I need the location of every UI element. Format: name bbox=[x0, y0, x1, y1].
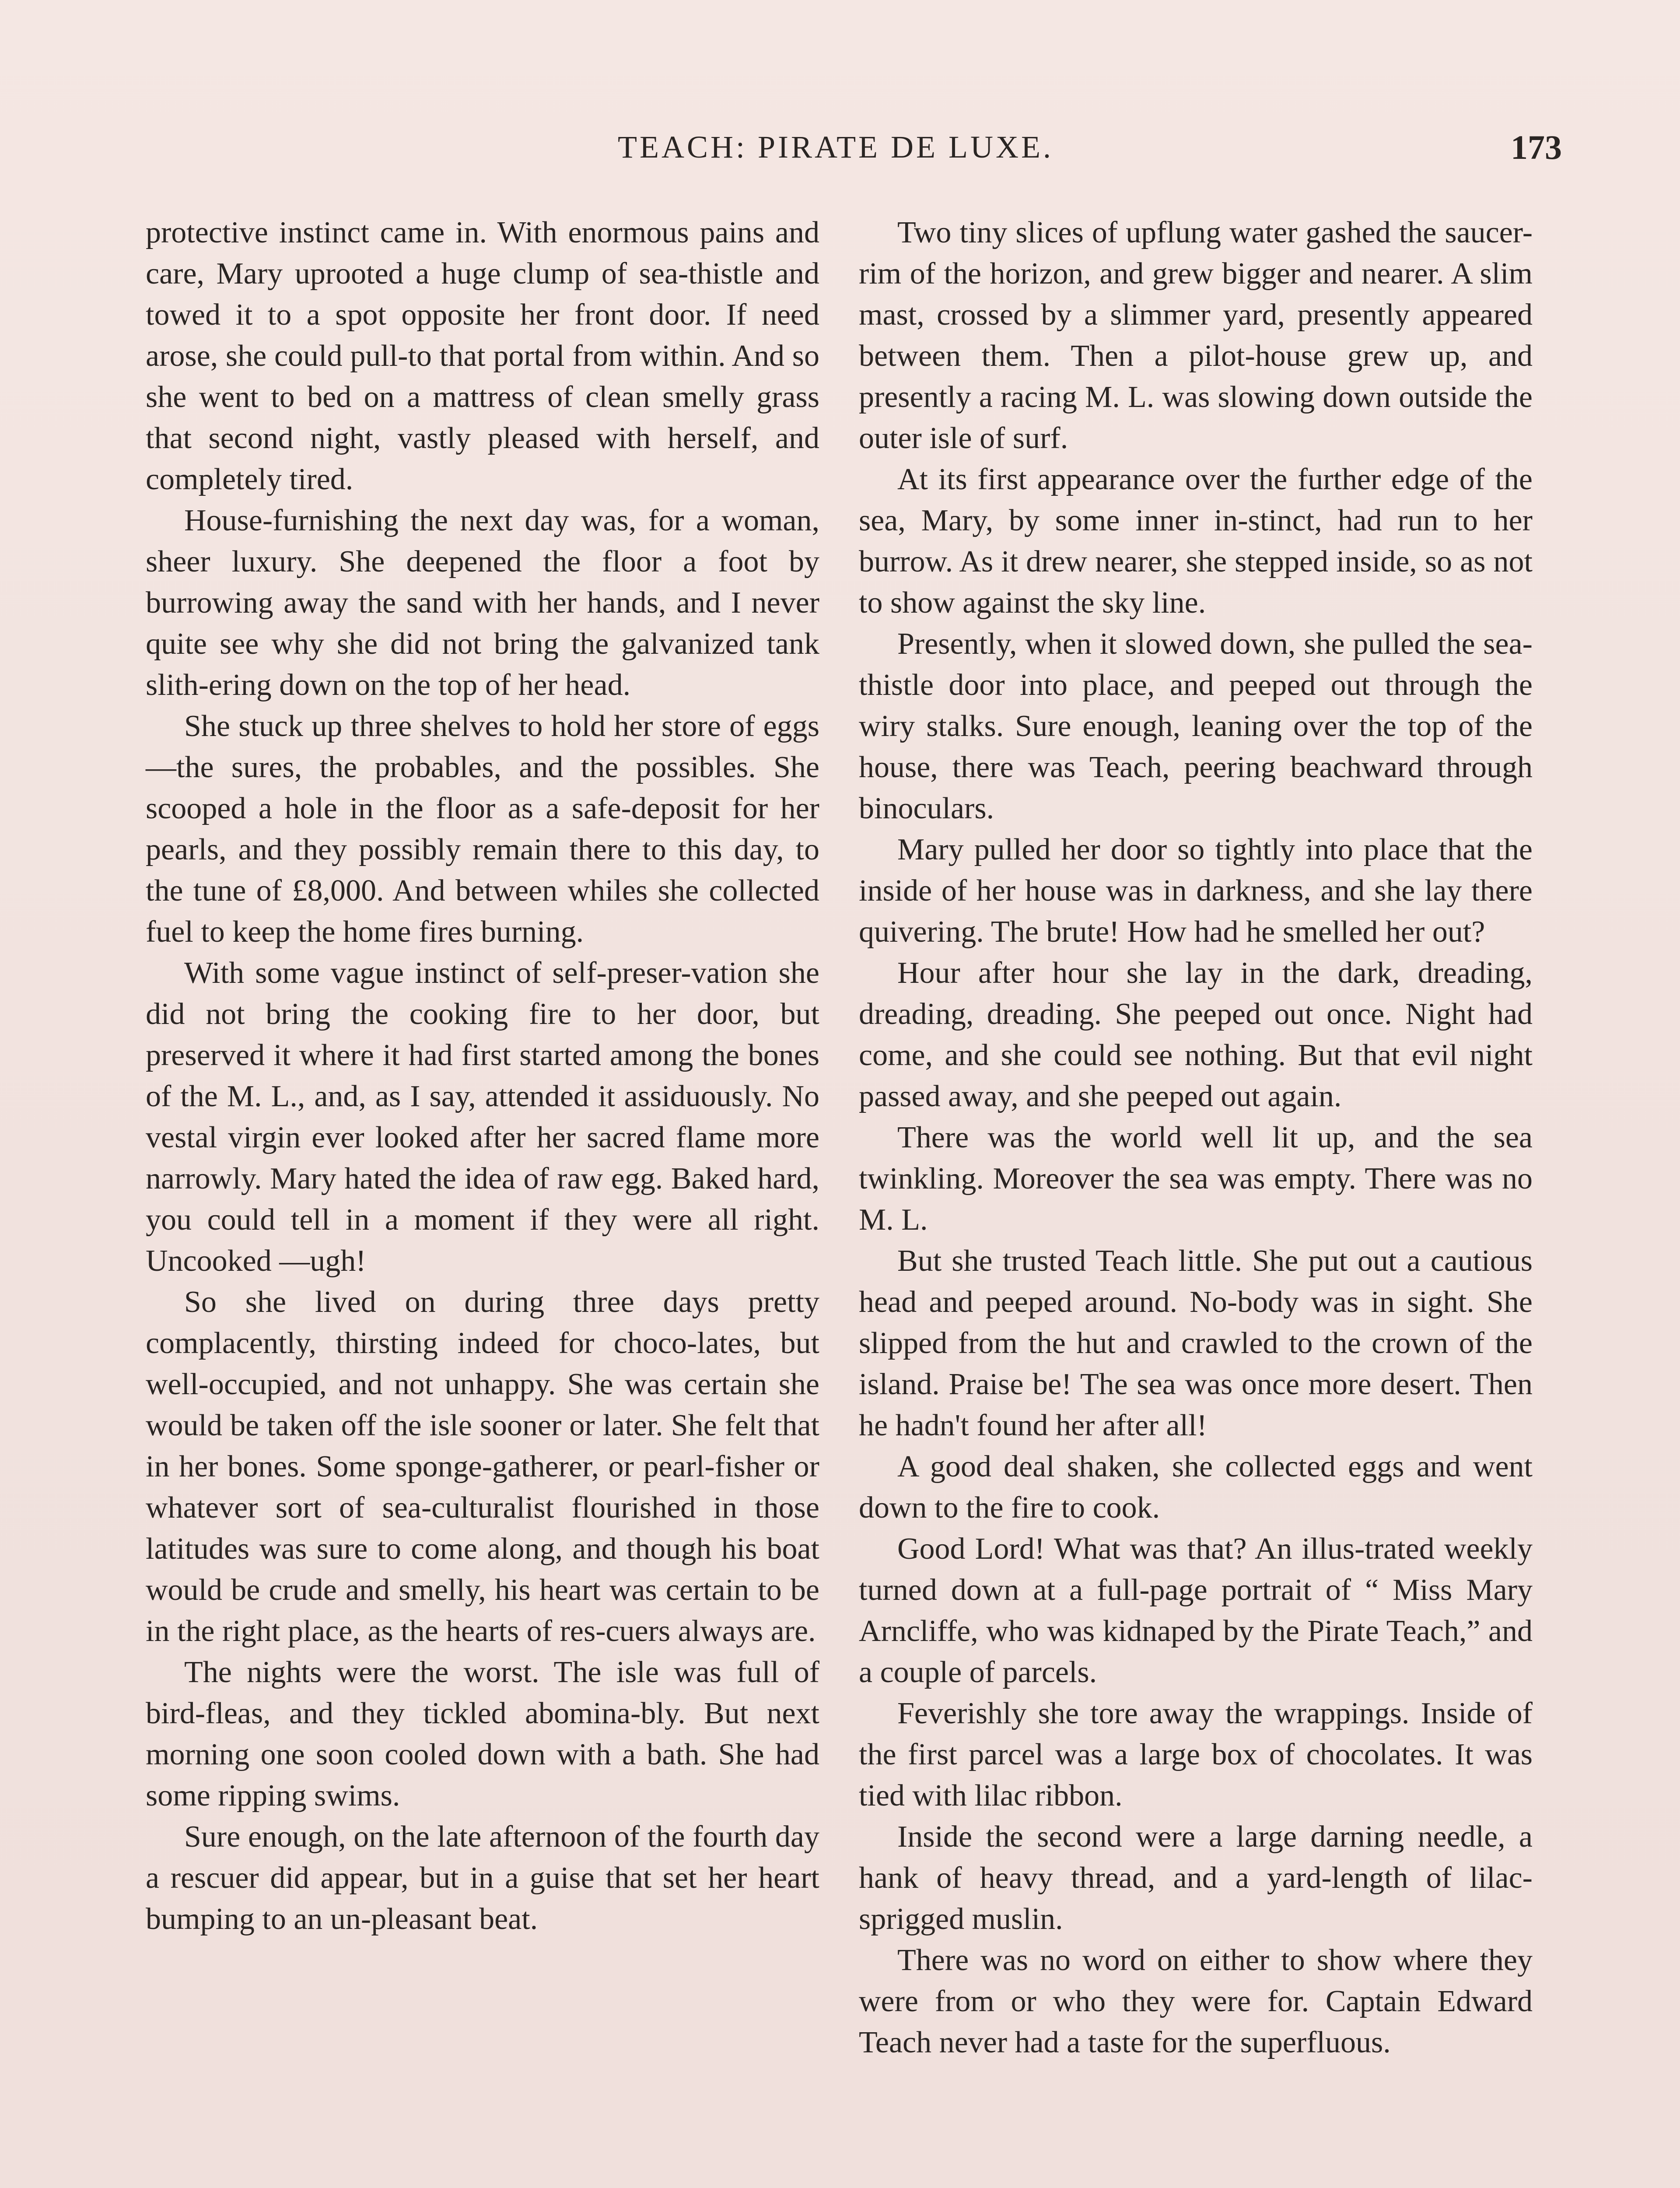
running-head: TEACH: PIRATE DE LUXE. bbox=[618, 130, 1054, 165]
paragraph: She stuck up three shelves to hold her store of eggs—the sures, the probables, and the possibles. She scooped a hole in the floor as a safe-deposit for her pearls, and they possibly remain there to this day, to the tune of £8,000. And between whiles she collected fuel to keep the home fires burning. bbox=[146, 709, 819, 949]
paragraph: protective instinct came in. With enormous pains and care, Mary uprooted a huge clump of sea-thistle and towed it to a spot opposite her front door. If need arose, she could pull-to that portal from within. And so she went to bed on a mattress of clean smelly grass that second night, vastly pleased with herself, and completely tired. bbox=[146, 216, 819, 496]
paragraph: Hour after hour she lay in the dark, dreading, dreading, dreading. She peeped out once. Night had come, and she could see nothing. But that evil night passed away, and she peeped out again. bbox=[859, 956, 1533, 1113]
page-number: 173 bbox=[1511, 128, 1562, 166]
paragraph: There was the world well lit up, and the sea twinkling. Moreover the sea was empty. There was no M. L. bbox=[859, 1121, 1533, 1237]
paragraph: So she lived on during three days pretty complacently, thirsting indeed for choco-lates, but well-occupied, and not unhappy. She was certain she would be taken off the isle sooner or later. She felt that in her bones. Some sponge-gatherer, or pearl-fisher or whatever sort of sea-culturalist flourished in those latitudes was sure to come along, and though his boat would be crude and smelly, his heart was certain to be in the right place, as the hearts of res-cuers always are. bbox=[146, 1285, 819, 1648]
paragraph: Presently, when it slowed down, she pulled the sea-thistle door into place, and peeped out through the wiry stalks. Sure enough, leaning over the top of the house, there was Teach, peering beachward through binoculars. bbox=[859, 627, 1533, 825]
paragraph: A good deal shaken, she collected eggs and went down to the fire to cook. bbox=[859, 1450, 1533, 1525]
paragraph: Good Lord! What was that? An illus-trated weekly turned down at a full-page portrait of “ Miss Mary Arncliffe, who was kidnaped by the Pirate Teach,” and a couple of parcels. bbox=[859, 1532, 1533, 1689]
paragraph: Mary pulled her door so tightly into place that the inside of her house was in darkness, and she lay there quivering. The brute! How had he smelled her out? bbox=[859, 833, 1533, 949]
paragraph: At its first appearance over the further edge of the sea, Mary, by some inner in-stinct, had run to her burrow. As it drew nearer, she stepped inside, so as not to show against the sky line. bbox=[859, 463, 1533, 620]
paragraph: House-furnishing the next day was, for a woman, sheer luxury. She deepened the floor a foot by burrowing away the sand with her hands, and I never quite see why she did not bring the galvanized tank slith-ering down on the top of her head. bbox=[146, 504, 819, 702]
paragraph: Feverishly she tore away the wrappings. Inside of the first parcel was a large box of chocolates. It was tied with lilac ribbon. bbox=[859, 1697, 1533, 1813]
paragraph: Inside the second were a large darning needle, a hank of heavy thread, and a yard-length of lilac-sprigged muslin. bbox=[859, 1820, 1533, 1936]
left-column bbox=[146, 212, 819, 1940]
paragraph: But she trusted Teach little. She put out a cautious head and peeped around. No-body was in sight. She slipped from the hut and crawled to the crown of the island. Praise be! The sea was once more desert. Then he hadn't found her after all! bbox=[859, 1244, 1533, 1442]
paragraph: The nights were the worst. The isle was full of bird-fleas, and they tickled abomina-bly. But next morning one soon cooled down with a bath. She had some ripping swims. bbox=[146, 1655, 819, 1813]
paragraph: There was no word on either to show where they were from or who they were for. Captain Edward Teach never had a taste for the superfluous. bbox=[859, 1943, 1533, 2059]
paragraph: With some vague instinct of self-preser-vation she did not bring the cooking fire to her door, but preserved it where it had first started among the bones of the M. L., and, as I say, attended it assiduously. No vestal virgin ever looked after her sacred flame more narrowly. Mary hated the idea of raw egg. Baked hard, you could tell in a moment if they were all right. Uncooked —ugh! bbox=[146, 956, 819, 1278]
paragraph: Sure enough, on the late afternoon of the fourth day a rescuer did appear, but in a guise that set her heart bumping to an un-pleasant beat. bbox=[146, 1820, 819, 1936]
right-column bbox=[859, 212, 1533, 2063]
paragraph: Two tiny slices of upflung water gashed the saucer-rim of the horizon, and grew bigger and nearer. A slim mast, crossed by a slimmer yard, presently appeared between them. Then a pilot-house grew up, and presently a racing M. L. was slowing down outside the outer isle of surf. bbox=[859, 216, 1533, 455]
